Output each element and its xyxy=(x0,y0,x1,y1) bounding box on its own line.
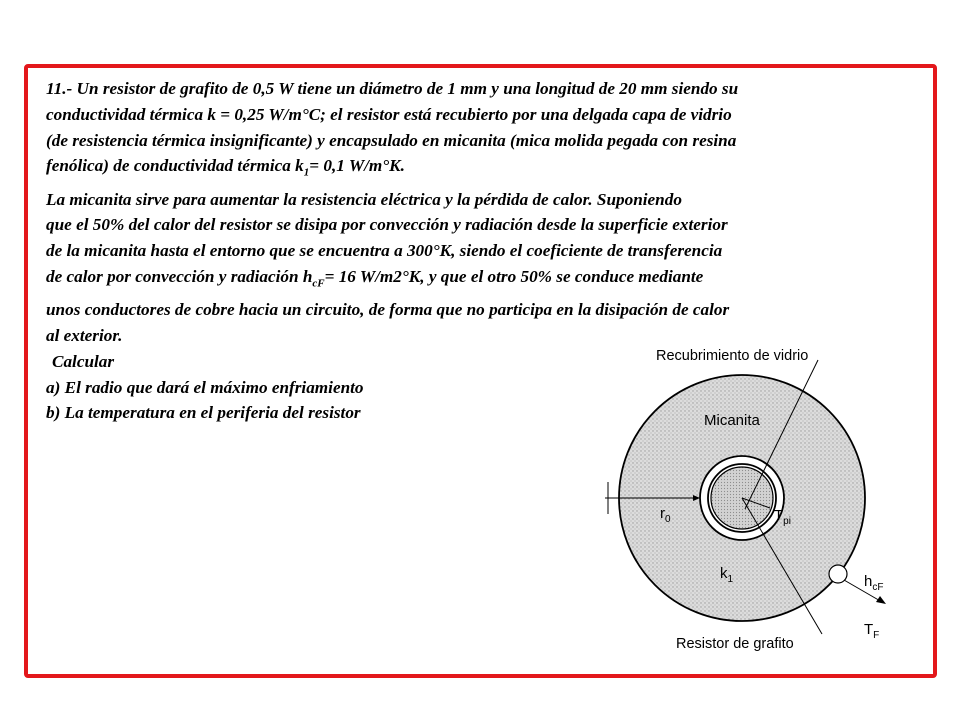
problem-line-4 xyxy=(46,153,908,186)
k1-subscript: 1 xyxy=(303,166,310,179)
question-b: b) La temperatura en el periferia del resistor xyxy=(46,403,361,423)
heat-flux-arrowhead xyxy=(876,596,886,604)
r0-label-text: r xyxy=(660,505,665,522)
problem-line-8-value: = 16 W/m2°K, y que el otro 50% se conduce mediante xyxy=(324,267,704,287)
glass-coating-label: Recubrimiento de vidrio xyxy=(656,348,809,364)
hcf-subscript: cF xyxy=(312,277,325,290)
problem-line-9: unos conductores de cobre hacia un circuito, de forma que no participa en la disipación de calor xyxy=(46,300,730,320)
tf-label xyxy=(864,621,879,641)
problem-line-4-value: = 0,1 W/m°K. xyxy=(309,156,405,176)
tf-label-text: T xyxy=(864,621,874,638)
graphite-resistor-label: Resistor de grafito xyxy=(676,636,794,652)
question-a: a) El radio que dará el máximo enfriamiento xyxy=(46,377,364,397)
problem-line-5: La micanita sirve para aumentar la resistencia eléctrica y la pérdida de calor. Suponiendo xyxy=(46,189,682,209)
problem-line-8 xyxy=(46,264,908,297)
problem-line-8-text: de calor por convección y radiación h xyxy=(46,267,313,287)
calc-heading: Calcular xyxy=(52,351,115,371)
tpi-label-sub: pi xyxy=(783,516,791,527)
problem-line-2: conductividad térmica k = 0,25 W/m°C; el resistor está recubierto por una delgada capa de vidrio xyxy=(46,104,732,124)
tf-label-sub: F xyxy=(873,630,880,641)
tpi-label-text: T xyxy=(774,507,784,524)
hcf-label-sub: cF xyxy=(872,582,884,593)
k1-label-text: k xyxy=(720,565,728,582)
problem-line-3: (de resistencia térmica insignificante) y encapsulado en micanita (mica molida pegada con resina xyxy=(46,130,737,150)
r0-label-sub: 0 xyxy=(665,514,671,525)
hcf-label xyxy=(864,573,883,593)
resistor-cross-section-diagram xyxy=(600,334,900,664)
problem-line-7: de la micanita hasta el entorno que se encuentra a 300°K, siendo el coeficiente de transferencia xyxy=(46,241,723,261)
problem-line-10: al exterior. xyxy=(46,326,123,346)
hcf-label-text: h xyxy=(864,573,873,590)
problem-line-4-text: fenólica) de conductividad térmica k xyxy=(46,156,304,176)
micanita-label: Micanita xyxy=(704,412,760,429)
k1-label-sub: 1 xyxy=(727,574,734,585)
problem-line-6: que el 50% del calor del resistor se disipa por convección y radiación desde la superficie exterior xyxy=(46,215,728,235)
problem-line-1: 11.- Un resistor de grafito de 0,5 W tiene un diámetro de 1 mm y una longitud de 20 mm siendo su xyxy=(46,79,739,98)
